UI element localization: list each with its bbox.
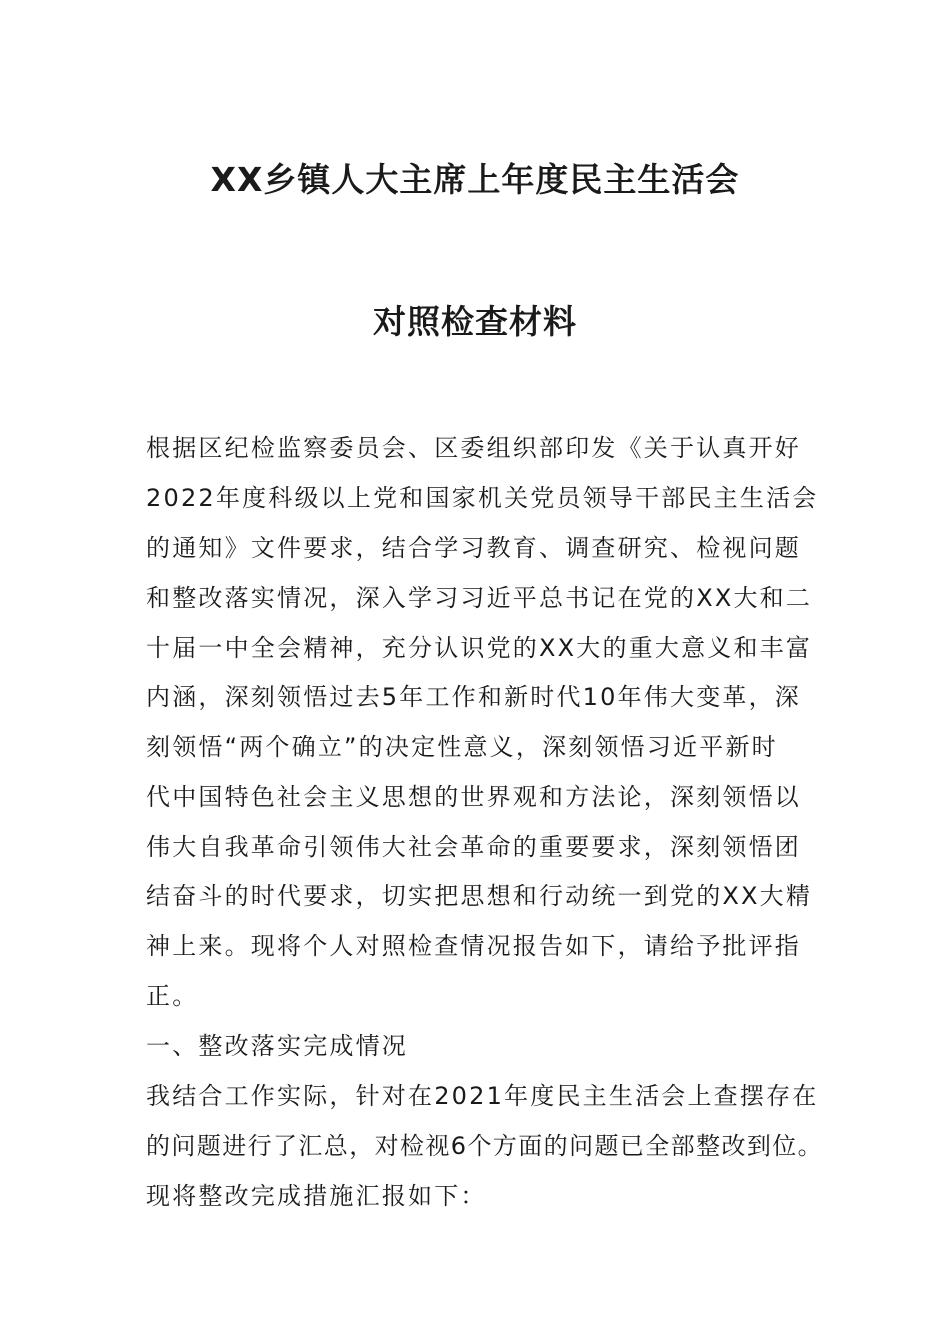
body-line: 2022年度科级以上党和国家机关党员领导干部民主生活会: [146, 484, 819, 512]
document-title-line-2: 对照检查材料: [373, 302, 577, 341]
body-line: 内涵，深刻领悟过去5年工作和新时代10年伟大变革，深: [146, 683, 802, 711]
body-line: 十届一中全会精神，充分认识党的XX大的重大意义和丰富: [146, 634, 813, 662]
document-title-line-1: XX乡镇人大主席上年度民主生活会: [210, 160, 740, 199]
section-heading: 一、整改落实完成情况: [146, 1032, 408, 1060]
body-line: 的问题进行了汇总，对检视6个方面的问题已全部整改到位。: [146, 1132, 824, 1160]
body-line: 伟大自我革命引领伟大社会革命的重要要求，深刻领悟团: [146, 833, 801, 861]
body-line: 神上来。现将个人对照检查情况报告如下，请给予批评指: [146, 932, 801, 960]
body-line: 现将整改完成措施汇报如下：: [146, 1182, 487, 1210]
body-line: 正。: [146, 982, 199, 1010]
body-line: 结奋斗的时代要求，切实把思想和行动统一到党的XX大精: [146, 882, 813, 910]
body-line: 代中国特色社会主义思想的世界观和方法论，深刻领悟以: [146, 783, 801, 811]
body-line: 我结合工作实际，针对在2021年度民主生活会上查摆存在: [146, 1082, 819, 1110]
body-line: 根据区纪检监察委员会、区委组织部印发《关于认真开好: [146, 434, 801, 462]
body-line: 刻领悟“两个确立”的决定性意义，深刻领悟习近平新时: [146, 733, 778, 761]
body-line: 的通知》文件要求，结合学习教育、调查研究、检视问题: [146, 534, 801, 562]
body-line: 和整改落实情况，深入学习习近平总书记在党的XX大和二: [146, 584, 813, 612]
